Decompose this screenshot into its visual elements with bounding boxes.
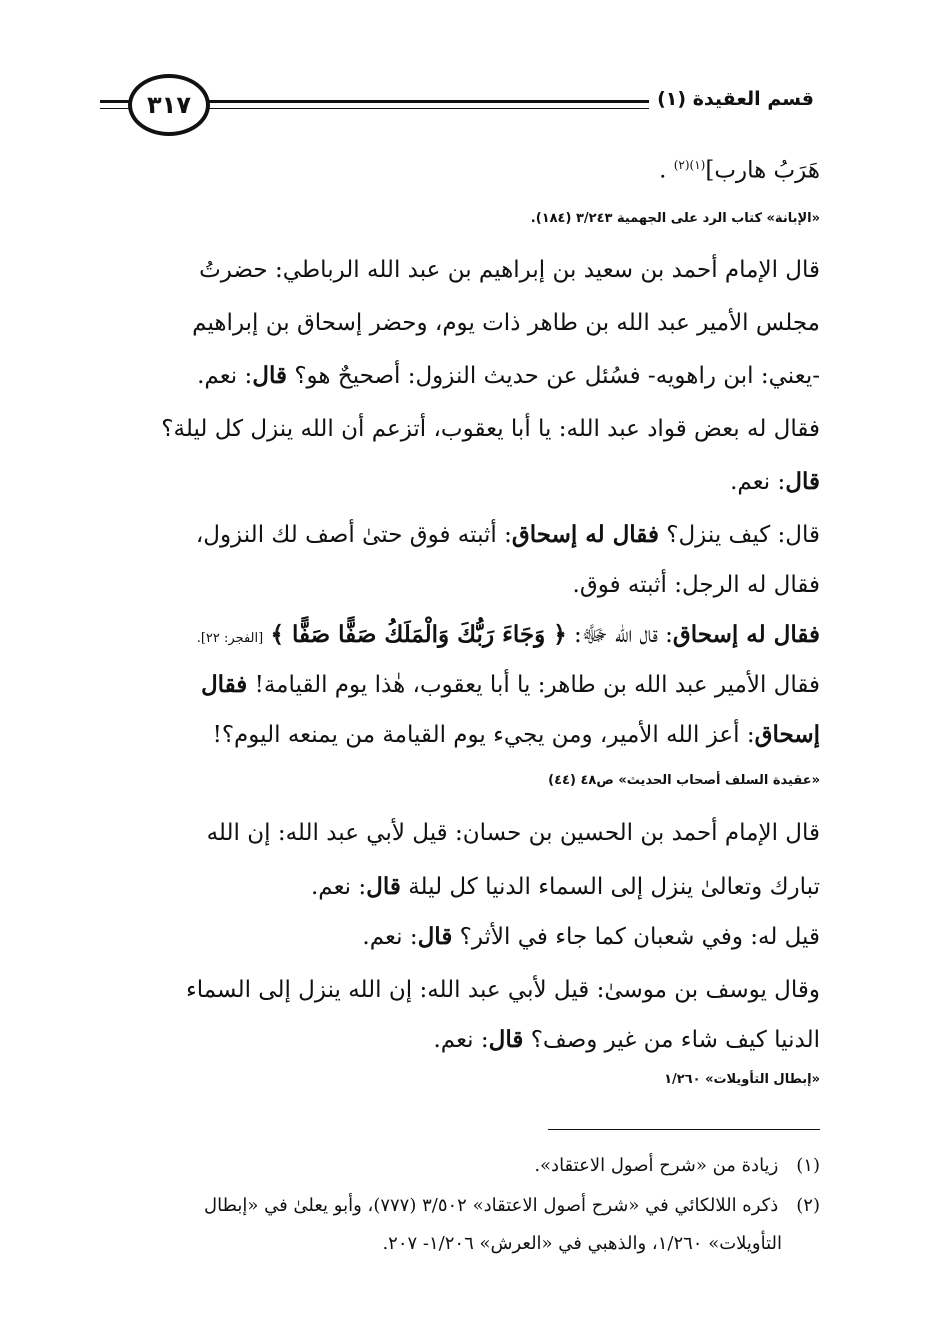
para6-line2: تبارك وتعالىٰ ينزل إلى السماء الدنيا كل ليلة قال: نعم. xyxy=(310,873,820,900)
para1-line1: قال الإمام أحمد بن سعيد بن إبراهيم بن عبد الله الرباطي: حضرتُ xyxy=(199,257,820,283)
para5-line1: فقال الأمير عبد الله بن طاهر: يا أبا يعقوب، هٰذا يوم القيامة! فقال xyxy=(200,671,820,698)
para1-line3: -يعني: ابن راهويه- فسُئل عن حديث النزول: أصحيحٌ هو؟ قال: نعم. xyxy=(197,362,820,389)
para1-line2: مجلس الأمير عبد الله بن طاهر ذات يوم، وحضر إسحاق بن إبراهيم xyxy=(192,310,820,336)
para3-line2: فقال له الرجل: أثبته فوق. xyxy=(572,572,820,598)
footnote-2: (٢) ذكره اللالكائي في «شرح أصول الاعتقاد» ٣/٥٠٢ (٧٧٧)، وأبو يعلىٰ في «إبطال xyxy=(204,1195,820,1216)
verse-reference: [الفجر: ٢٢]. xyxy=(196,631,264,646)
para2-line1: فقال له بعض قواد عبد الله: يا أبا يعقوب، أتزعم أن الله ينزل كل ليلة؟ xyxy=(161,416,820,442)
para8-line1: وقال يوسف بن موسىٰ: قيل لأبي عبد الله: إن الله ينزل إلى السماء xyxy=(185,977,820,1003)
footnote-1: (١) زيادة من «شرح أصول الاعتقاد». xyxy=(534,1155,820,1176)
footnote-separator xyxy=(548,1129,820,1130)
para2-line2: قال: نعم. xyxy=(730,468,820,495)
para4-line1: فقال له إسحاق: قال الله ﷻ: ﴿ وَجَاءَ رَبُّكَ وَالْمَلَكُ صَفًّا صَفًّا ﴾ [الفجر: ٢٢]. xyxy=(196,621,820,648)
para7-line1: قيل له: وفي شعبان كما جاء في الأثر؟ قال: نعم. xyxy=(362,923,820,950)
opening-line: هَرَبُ هارب]$^{(١)(٢)}$ . xyxy=(659,157,820,184)
source-citation-3: «إبطال التأويلات» ١/٢٦٠ xyxy=(664,1072,820,1087)
para6-line1: قال الإمام أحمد بن الحسين بن حسان: قيل لأبي عبد الله: إن الله xyxy=(206,820,820,846)
page-number-badge xyxy=(128,74,210,136)
footnote-2-continued: التأويلات» ١/٢٦٠، والذهبي في «العرش» ١/٢٠٦- ٢٠٧. xyxy=(382,1233,782,1254)
para5-line2: إسحاق: أعز الله الأمير، ومن يجيء يوم القيامة من يمنعه اليوم؟! xyxy=(212,721,820,748)
source-citation-1: «الإبانة» كتاب الرد على الجهمية ٣/٢٤٣ (١٨٤). xyxy=(530,211,820,226)
quran-verse: ﴿ وَجَاءَ رَبُّكَ وَالْمَلَكُ صَفًّا صَفًّا ﴾ xyxy=(270,621,567,648)
header-title: قسم العقيدة (١) xyxy=(649,88,822,110)
page-number: ٣١٧ xyxy=(147,91,191,119)
para8-line2: الدنيا كيف شاء من غير وصف؟ قال: نعم. xyxy=(433,1026,820,1053)
para3-line1: قال: كيف ينزل؟ فقال له إسحاق: أثبته فوق حتىٰ أصف لك النزول، xyxy=(195,521,820,548)
source-citation-2: «عقيدة السلف أصحاب الحديث» ص٤٨ (٤٤) xyxy=(548,773,820,788)
